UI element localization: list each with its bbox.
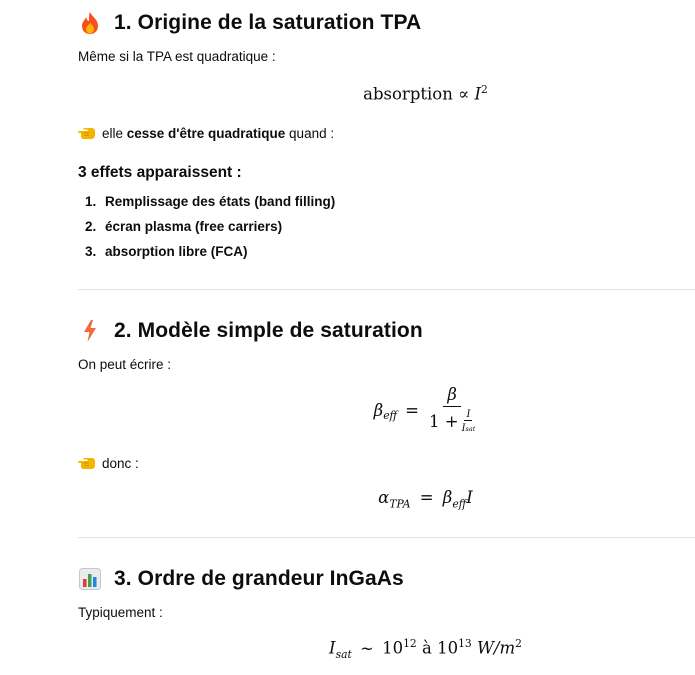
eq-exp: 2 — [481, 83, 488, 96]
list-item — [78, 243, 335, 268]
pointer-text: donc : — [102, 456, 139, 471]
lightning-icon — [78, 319, 102, 343]
section-heading — [78, 317, 695, 345]
eq-unit: W/m — [476, 638, 516, 658]
divider — [78, 537, 695, 538]
pointing-hand-icon — [78, 455, 96, 471]
inner-fraction — [462, 409, 476, 435]
eq-lhs-sub: TPA — [389, 497, 411, 511]
pointing-hand-icon — [78, 125, 96, 141]
eq-rhs: β — [442, 488, 453, 507]
intro-text: Typiquement : — [78, 605, 163, 620]
equation-i-sat — [78, 637, 695, 661]
eq-rhs-sub: eff — [452, 497, 467, 511]
section-title: 2. Modèle simple de saturation — [114, 319, 423, 342]
section-title: 1. Origine de la saturation TPA — [114, 11, 422, 34]
eq-lhs-sub: eff — [383, 409, 398, 422]
one-plus: 1 + — [428, 412, 459, 431]
eq-unit-exp: 2 — [515, 637, 522, 650]
list-number: 3. — [85, 244, 97, 259]
eq-exp-b: 13 — [458, 637, 472, 650]
eq-lhs-sub: sat — [335, 647, 352, 661]
eq-lhs: β — [373, 401, 384, 420]
eq-mid: à — [421, 638, 432, 658]
eq-equals: = — [419, 488, 434, 507]
intro-text: On peut écrire : — [78, 357, 172, 372]
list-number: 1. — [85, 194, 97, 209]
pointer-bold: cesse d'être quadratique — [126, 126, 286, 141]
list-number: 2. — [85, 219, 97, 234]
eq-base-a: 10 — [382, 638, 404, 658]
list-item — [78, 218, 335, 243]
list-label: Remplissage des états (band filling) — [105, 194, 336, 209]
bar-chart-icon — [78, 567, 102, 591]
eq-exp-a: 12 — [403, 637, 417, 650]
eq-rel: ∼ — [360, 638, 374, 658]
list-label: écran plasma (free carriers) — [105, 219, 283, 234]
eq-var: I — [466, 488, 473, 507]
section-saturation-model — [78, 317, 695, 345]
eq-base-b: 10 — [437, 638, 459, 658]
inner-denominator — [462, 421, 476, 435]
equation-absorption — [78, 83, 695, 104]
eq-lhs: I — [329, 638, 336, 658]
eq-lhs: absorption — [363, 84, 453, 104]
section-title: 3. Ordre de grandeur InGaAs — [114, 567, 404, 590]
eq-rel: ∝ — [458, 84, 470, 104]
frac-denominator — [429, 407, 475, 435]
intro-text: Même si la TPA est quadratique : — [78, 49, 276, 64]
pointer-line — [78, 455, 139, 473]
section-heading — [78, 565, 695, 593]
frac-numerator: β — [443, 386, 461, 407]
effects-heading: 3 effets apparaissent : — [78, 164, 242, 181]
section-ingaas-magnitude — [78, 565, 695, 593]
pointer-line — [78, 125, 334, 143]
equation-alpha-tpa — [78, 488, 695, 510]
inner-den-var: I — [461, 423, 466, 434]
divider — [78, 289, 695, 290]
list-label: absorption libre (FCA) — [105, 244, 248, 259]
inner-numerator: I — [466, 409, 471, 420]
eq-var: I — [474, 84, 482, 104]
equation-beta-eff — [78, 386, 695, 435]
effects-list — [78, 193, 335, 268]
pointer-prefix: elle — [102, 126, 127, 141]
section-saturation-origin — [78, 9, 695, 37]
pointer-suffix: quand : — [285, 126, 335, 141]
fraction — [429, 386, 475, 435]
section-heading — [78, 9, 695, 37]
list-item — [78, 193, 335, 218]
eq-equals: = — [405, 401, 419, 420]
fire-icon — [78, 11, 102, 35]
inner-den-sub: sat — [465, 425, 476, 433]
eq-lhs: α — [378, 488, 390, 507]
